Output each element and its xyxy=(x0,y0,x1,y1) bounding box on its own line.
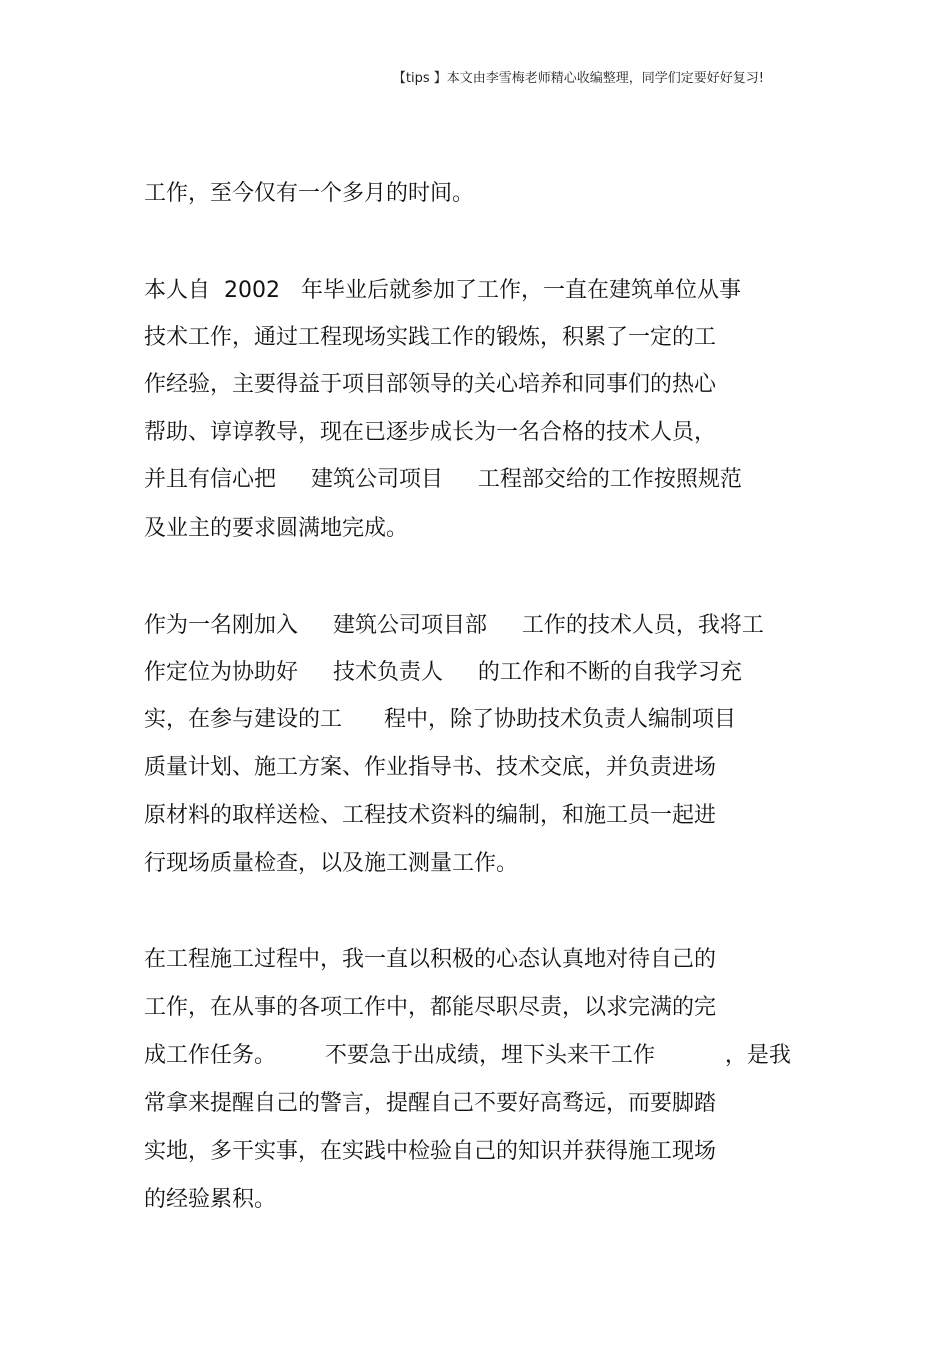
paragraph-2-line-5: 并且有信心把 建筑公司项目 工程部交给的工作按照规范 xyxy=(144,467,742,492)
paragraph-4-line-2: 工作，在从事的各项工作中，都能尽职尽责，以求完满的完 xyxy=(144,995,717,1020)
paragraph-4-line-4: 常拿来提醒自己的警言，提醒自己不要好高骛远，而要脚踏 xyxy=(144,1091,717,1116)
paragraph-2-line-3: 作经验，主要得益于项目部领导的关心培养和同事们的热心 xyxy=(144,372,717,397)
paragraph-3-line-2: 作定位为协助好 技术负责人 的工作和不断的自我学习充 xyxy=(144,660,742,685)
paragraph-4-line-6: 的经验累积。 xyxy=(144,1187,277,1212)
paragraph-4-line-5: 实地，多干实事，在实践中检验自己的知识并获得施工现场 xyxy=(144,1139,717,1164)
paragraph-4-line-3: 成工作任务。 不要急于出成绩，埋下头来干工作 ，是我 xyxy=(144,1043,791,1068)
header-tip: 【tips 】本文由李雪梅老师精心收编整理，同学们定要好好复习! xyxy=(392,71,764,86)
paragraph-2-line-1: 本人自 2002 年毕业后就参加了工作，一直在建筑单位从事 xyxy=(144,278,741,303)
paragraph-2-line-2: 技术工作，通过工程现场实践工作的锻炼，积累了一定的工 xyxy=(144,325,717,350)
paragraph-3-line-6: 行现场质量检查，以及施工测量工作。 xyxy=(144,851,519,876)
paragraph-2-line-6: 及业主的要求圆满地完成。 xyxy=(144,516,409,541)
paragraph-2-line-4: 帮助、谆谆教导，现在已逐步成长为一名合格的技术人员， xyxy=(144,420,717,445)
paragraph-3-line-4: 质量计划、施工方案、作业指导书、技术交底，并负责进场 xyxy=(144,755,717,780)
paragraph-1-line-1: 工作，至今仅有一个多月的时间。 xyxy=(144,181,475,206)
paragraph-3-line-5: 原材料的取样送检、工程技术资料的编制，和施工员一起进 xyxy=(144,803,717,828)
paragraph-4-line-1: 在工程施工过程中，我一直以积极的心态认真地对待自己的 xyxy=(144,947,717,972)
paragraph-3-line-1: 作为一名刚加入 建筑公司项目部 工作的技术人员，我将工 xyxy=(144,613,764,638)
paragraph-3-line-3: 实，在参与建设的工 程中，除了协助技术负责人编制项目 xyxy=(144,707,736,732)
